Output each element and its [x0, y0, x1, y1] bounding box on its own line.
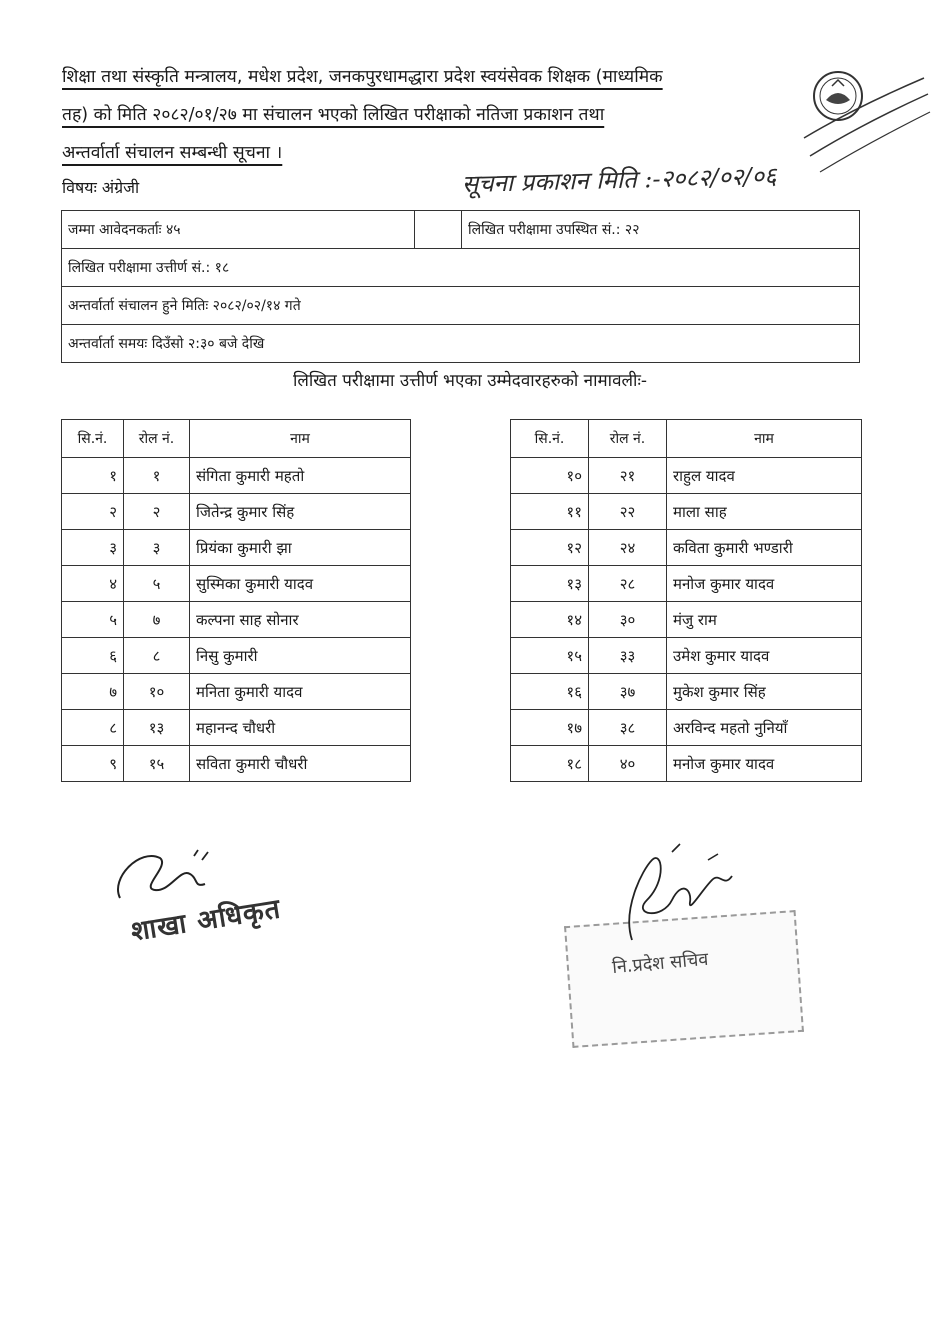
cell-name: मंजु राम — [667, 602, 862, 638]
cell-sn: २ — [62, 494, 124, 530]
cell-roll: ७ — [124, 602, 190, 638]
cell-name: जितेन्द्र कुमार सिंह — [190, 494, 411, 530]
list-title: लिखित परीक्षामा उत्तीर्ण भएका उम्मेदवारहरुको नामावलीः- — [292, 371, 648, 391]
cell-roll: ३७ — [589, 674, 667, 710]
cell-name: महानन्द चौधरी — [190, 710, 411, 746]
cell-roll: ५ — [124, 566, 190, 602]
present-count: लिखित परीक्षामा उपस्थित सं.: २२ — [468, 222, 640, 238]
cell-roll: ३८ — [589, 710, 667, 746]
heading-line-2: तह) को मिति २०८२/०१/२७ मा संचालन भएको लिखित परीक्षाको नतिजा प्रकाशन तथा — [62, 105, 605, 125]
cell-name: संगिता कुमारी महतो — [190, 458, 411, 494]
cell-name: निसु कुमारी — [190, 638, 411, 674]
cell-roll: २२ — [589, 494, 667, 530]
col-header-sn: सि.नं. — [511, 420, 589, 458]
total-applicants: जम्मा आवेदनकर्ताः ४५ — [68, 222, 181, 238]
table-row — [511, 530, 862, 566]
col-header-name: नाम — [667, 420, 862, 458]
cell-roll: ४० — [589, 746, 667, 782]
table-header-row — [511, 420, 862, 458]
candidates-table-right — [510, 419, 862, 782]
table-row — [62, 530, 411, 566]
info-box — [61, 210, 860, 363]
cell-sn: १५ — [511, 638, 589, 674]
table-row — [511, 566, 862, 602]
secretary-signature-icon — [612, 840, 742, 950]
publish-date: सूचना प्रकाशन मिति :-२०८२/०२/०६ — [461, 161, 777, 199]
cell-roll: १० — [124, 674, 190, 710]
cell-sn: ५ — [62, 602, 124, 638]
col-header-roll: रोल नं. — [124, 420, 190, 458]
cell-name: सविता कुमारी चौधरी — [190, 746, 411, 782]
table-row — [62, 674, 411, 710]
table-row — [511, 494, 862, 530]
heading-line-1: शिक्षा तथा संस्कृति मन्त्रालय, मधेश प्रदेश, जनकपुरधामद्धारा प्रदेश स्वयंसेवक शिक्षक (माध्यमिक — [62, 67, 663, 87]
col-header-name: नाम — [190, 420, 411, 458]
notice-heading — [62, 58, 842, 172]
cell-name: उमेश कुमार यादव — [667, 638, 862, 674]
subject-label: विषयः अंग्रेजी — [62, 178, 140, 197]
cell-sn: १३ — [511, 566, 589, 602]
cell-roll: २८ — [589, 566, 667, 602]
cell-roll: २४ — [589, 530, 667, 566]
cell-sn: ९ — [62, 746, 124, 782]
cell-name: अरविन्द महतो नुनियाँ — [667, 710, 862, 746]
cell-sn: ४ — [62, 566, 124, 602]
cell-name: मनोज कुमार यादव — [667, 566, 862, 602]
cell-roll: २१ — [589, 458, 667, 494]
cell-name: सुस्मिका कुमारी यादव — [190, 566, 411, 602]
cell-sn: १८ — [511, 746, 589, 782]
cell-sn: १७ — [511, 710, 589, 746]
table-row — [511, 638, 862, 674]
cell-name: कविता कुमारी भण्डारी — [667, 530, 862, 566]
info-gap — [414, 211, 462, 248]
table-row — [62, 566, 411, 602]
col-header-sn: सि.नं. — [62, 420, 124, 458]
heading-line-3: अन्तर्वार्ता संचालन सम्बन्धी सूचना । — [62, 143, 283, 163]
info-row-3 — [62, 286, 859, 324]
info-row-1 — [62, 211, 859, 248]
section-officer-title: शाखा अधिकृत — [128, 893, 283, 948]
table-row — [511, 602, 862, 638]
secretary-title: नि.प्रदेश सचिव — [611, 948, 710, 979]
table-header-row — [62, 420, 411, 458]
info-row-2 — [62, 248, 859, 286]
cell-name: माला साह — [667, 494, 862, 530]
cell-roll: ३० — [589, 602, 667, 638]
table-row — [62, 602, 411, 638]
interview-date: अन्तर्वार्ता संचालन हुने मितिः २०८२/०२/१४ गते — [68, 298, 301, 314]
cell-name: मनिता कुमारी यादव — [190, 674, 411, 710]
table-row — [62, 710, 411, 746]
cell-roll: ८ — [124, 638, 190, 674]
cell-roll: ३३ — [589, 638, 667, 674]
cell-sn: ७ — [62, 674, 124, 710]
cell-roll: ३ — [124, 530, 190, 566]
cell-sn: १ — [62, 458, 124, 494]
cell-sn: ८ — [62, 710, 124, 746]
cell-sn: १४ — [511, 602, 589, 638]
cell-name: राहुल यादव — [667, 458, 862, 494]
interview-time: अन्तर्वार्ता समयः दिउँसो २:३० बजे देखि — [68, 336, 265, 352]
cell-roll: २ — [124, 494, 190, 530]
cell-roll: १३ — [124, 710, 190, 746]
ministry-seal-icon — [796, 56, 936, 192]
table-row — [511, 674, 862, 710]
cell-sn: १० — [511, 458, 589, 494]
passed-count: लिखित परीक्षामा उत्तीर्ण सं.: १८ — [68, 260, 230, 276]
cell-sn: ६ — [62, 638, 124, 674]
cell-name: मुकेश कुमार सिंह — [667, 674, 862, 710]
cell-sn: ११ — [511, 494, 589, 530]
table-row — [511, 458, 862, 494]
table-row — [62, 494, 411, 530]
table-row — [62, 638, 411, 674]
cell-sn: १२ — [511, 530, 589, 566]
cell-name: कल्पना साह सोनार — [190, 602, 411, 638]
table-row — [511, 746, 862, 782]
table-row — [511, 710, 862, 746]
cell-sn: १६ — [511, 674, 589, 710]
cell-roll: १ — [124, 458, 190, 494]
cell-sn: ३ — [62, 530, 124, 566]
info-row-4 — [62, 324, 859, 362]
cell-name: प्रियंका कुमारी झा — [190, 530, 411, 566]
candidates-table-left — [61, 419, 411, 782]
col-header-roll: रोल नं. — [589, 420, 667, 458]
table-row — [62, 746, 411, 782]
cell-roll: १५ — [124, 746, 190, 782]
section-officer-signature-icon — [110, 838, 230, 908]
cell-name: मनोज कुमार यादव — [667, 746, 862, 782]
table-row — [62, 458, 411, 494]
